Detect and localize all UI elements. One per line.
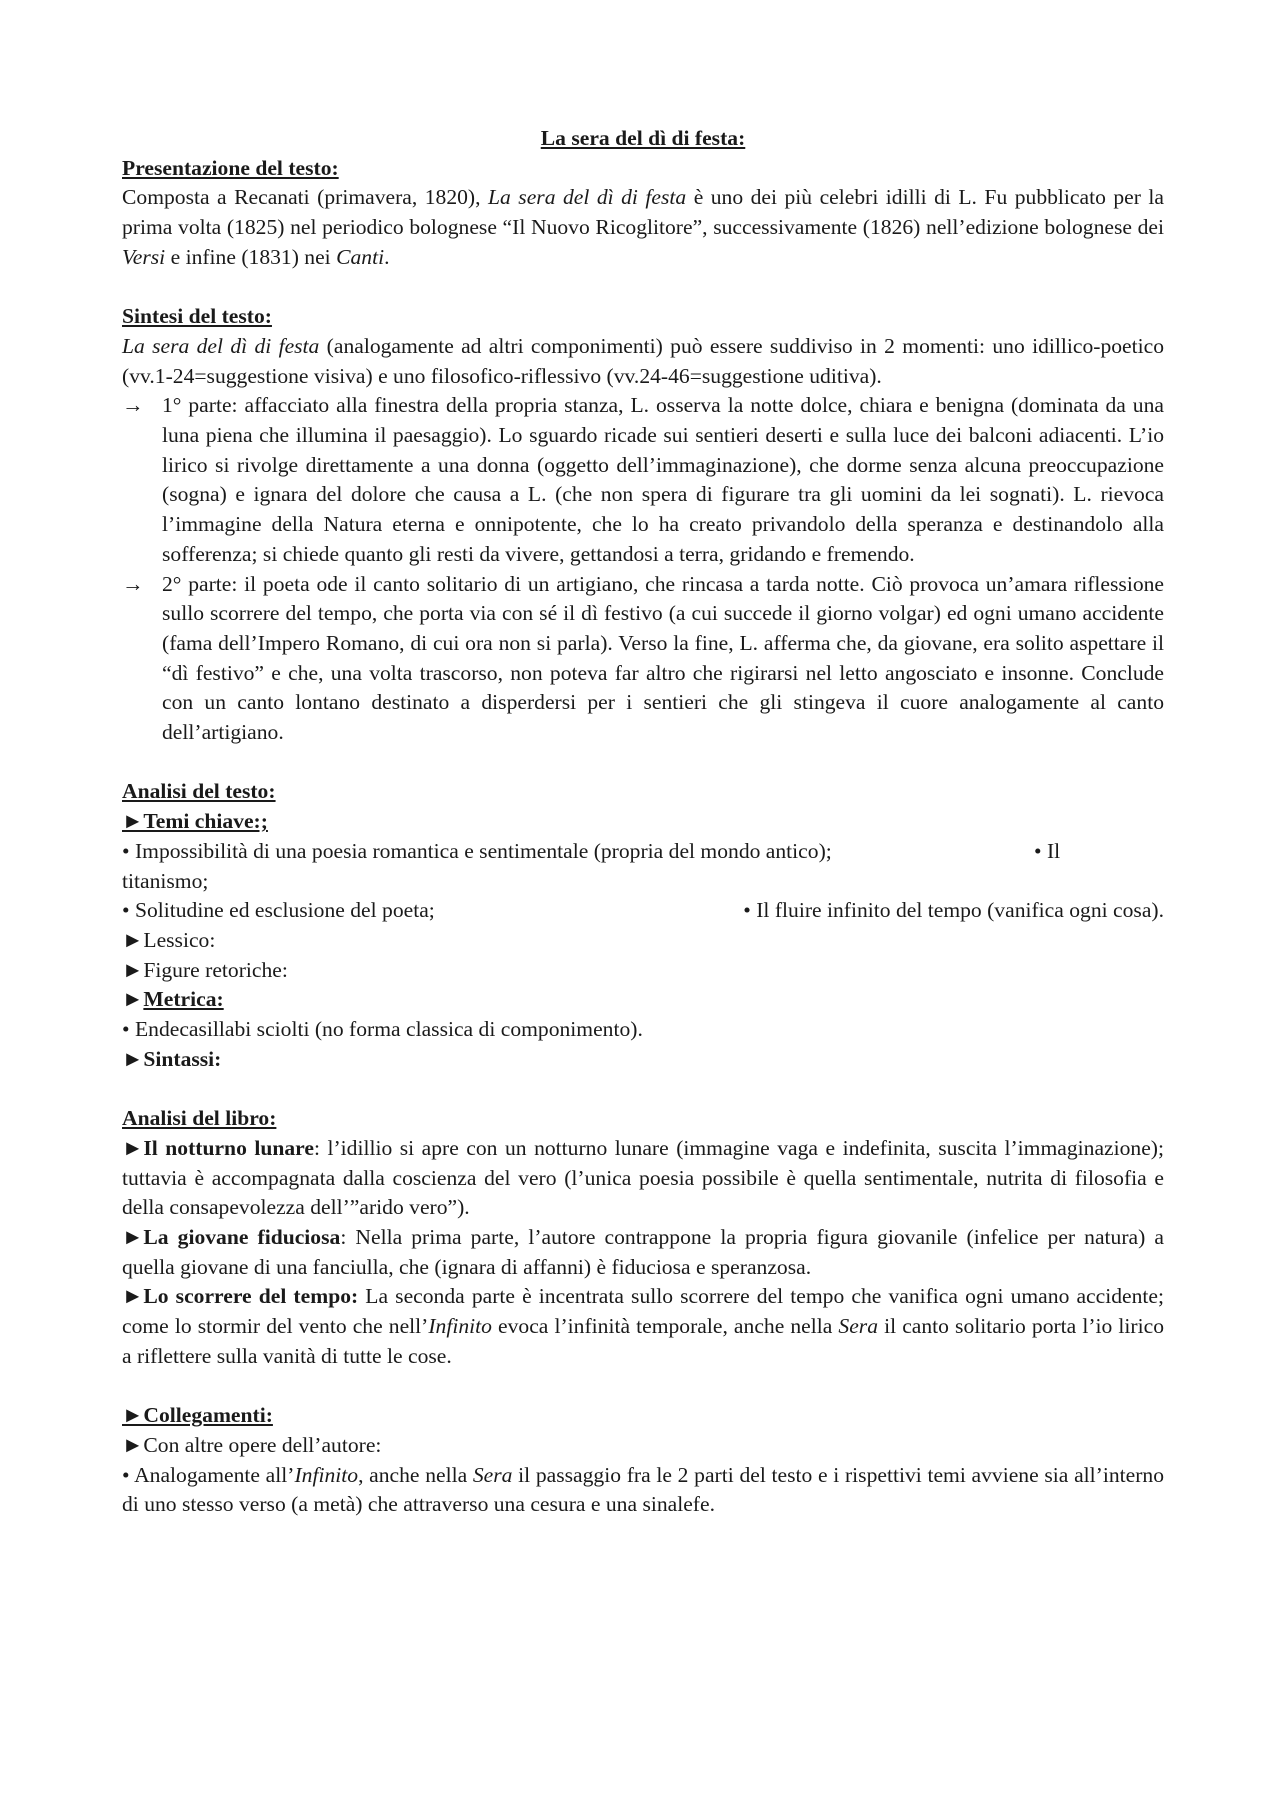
list-item (122, 570, 1164, 748)
subheading-figure-retoriche: ►Figure retoriche: (122, 957, 288, 982)
text-run: La seconda parte è incentrata sullo scorrere del tempo che vanifica ogni umano accidente; come lo stormir del vento che nell’ (122, 1284, 1164, 1339)
section-heading-presentazione: Presentazione del testo: (122, 155, 339, 180)
spacer (122, 748, 1164, 778)
document-page (122, 124, 1164, 1520)
arrow-icon: → (122, 393, 144, 418)
triangle-icon: ► (122, 987, 144, 1012)
italic-title: Infinito (428, 1314, 492, 1339)
bullet-item: • Impossibilità di una poesia romantica e sentimentale (propria del mondo antico); (122, 838, 832, 863)
analisi-libro-paragraph-2 (122, 1223, 1164, 1282)
sintesi-paragraph (122, 332, 1164, 391)
bullet-item: • Il (1034, 838, 1061, 863)
subheading-temi-chiave: ►Temi chiave:; (122, 809, 268, 834)
text-run: è uno dei più celebri idilli di L. Fu pubblicato per la prima volta (1825) nel periodico bolognese “Il Nuovo Ricoglitore”, successivamente (1826) nell’edizione bolognese dei (122, 185, 1164, 240)
text-run: : Nella prima parte, l’autore contrappone la propria figura giovanile (infelice per natura) a quella giovane di una fanciulla, che (ignara di affanni) è fiduciosa e speranzosa. (122, 1224, 1164, 1279)
section-heading-sintesi: Sintesi del testo: (122, 304, 272, 329)
paragraph-label: ►La giovane fiduciosa (122, 1224, 341, 1249)
text-run: il passaggio fra le 2 parti del testo e i rispettivi temi avviene sia all’interno di uno stesso verso (a metà) che attraverso una cesura e una sinalefe. (122, 1462, 1165, 1517)
text-run: (analogamente ad altri componimenti) può essere suddiviso in 2 momenti: uno idillico-poetico (vv.1-24=suggestione visiva) e uno filosofico-riflessivo (vv.24-46=suggestione uditiva). (122, 333, 1164, 388)
paragraph-label: ►Il notturno lunare (122, 1135, 314, 1160)
section-heading-analisi-testo: Analisi del testo: (122, 779, 276, 804)
list-item-text: 2° parte: il poeta ode il canto solitario di un artigiano, che rincasa a tarda notte. Ciò provoca un’amara riflessione sullo scorrere del tempo, che porta via con sé il dì festivo (a cui succede il giorno volgar) ed ogni umano accidente (fama dell’Impero Romano, di cui ora non si parla). Verso la fine, L. afferma che, da giovane, era solito aspettare il “dì festivo” e che, una volta trascorso, non poteva far altro che rigirarsi nel letto angosciato e insonne. Conclude con un canto lontano destinato a disperdersi per i sentieri che gli stingeva il cuore analogamente al canto dell’artigiano. (162, 571, 1164, 745)
subheading-lessico: ►Lessico: (122, 927, 216, 952)
subheading-metrica (122, 985, 1164, 1015)
spacer (122, 273, 1164, 303)
section-heading-collegamenti: ►Collegamenti: (122, 1403, 273, 1428)
temi-row-1 (122, 837, 1164, 867)
spacer (122, 1074, 1164, 1104)
section-heading-analisi-libro: Analisi del libro: (122, 1106, 277, 1131)
collegamenti-paragraph (122, 1461, 1164, 1520)
list-item-text: 1° parte: affacciato alla finestra della propria stanza, L. osserva la notte dolce, chiara e benigna (dominata da una luna piena che illumina il paesaggio). Lo sguardo ricade sui sentieri deserti e sulla luce dei balconi adiacenti. L’io lirico si rivolge direttamente a una donna (oggetto dell’immaginazione), che dorme senza alcuna preoccupazione (sogna) e ignara del dolore che causa a L. (che non spera di figurare tra gli uomini da lei sognati). L. rievoca l’immagine della Natura eterna e onnipotente, che lo ha creato privandolo della speranza e destinandolo alla sofferenza; si chiede quanto gli resti da vivere, gettandosi a terra, gridando e fremendo. (162, 393, 1164, 566)
spacer (122, 1371, 1164, 1401)
bullet-item: • Solitudine ed esclusione del poeta; (122, 898, 435, 923)
bullet-item-continuation: titanismo; (122, 868, 209, 893)
text-run: : l’idillio si apre con un notturno lunare (immagine vaga e indefinita, suscita l’immaginazione); tuttavia è accompagnata dalla coscienza del vero (l’unica poesia possibile è quella sentimentale, nutrita di filosofia e della consapevolezza dell’”arido vero”). (122, 1135, 1164, 1220)
italic-title: Sera (472, 1462, 513, 1487)
text-run: , anche nella (358, 1462, 473, 1487)
document-title: La sera del dì di festa: (540, 126, 746, 150)
analisi-libro-paragraph-3 (122, 1282, 1164, 1371)
text-run: . (384, 244, 390, 269)
italic-title: Infinito (294, 1462, 359, 1487)
text-run: e infine (1831) nei (165, 244, 337, 269)
temi-row-2 (122, 896, 1164, 926)
list-item (122, 391, 1164, 569)
bullet-item: • Endecasillabi sciolti (no forma classica di componimento). (122, 1017, 643, 1042)
bullet-item: • Il fluire infinito del tempo (vanifica ogni cosa). (743, 898, 1164, 923)
metrica-label: Metrica: (143, 987, 224, 1012)
italic-title: Canti (336, 244, 385, 269)
text-run: Composta a Recanati (primavera, 1820), (122, 185, 489, 210)
subheading-sintassi: ►Sintassi: (122, 1046, 222, 1071)
subheading-altre-opere: ►Con altre opere dell’autore: (122, 1432, 382, 1457)
text-run: il canto solitario porta l’io lirico a riflettere sulla vanità di tutte le cose. (122, 1314, 1164, 1368)
text-run: • Analogamente all’ (122, 1462, 295, 1487)
presentazione-paragraph (122, 183, 1164, 272)
italic-title: Sera (838, 1314, 879, 1339)
italic-title: La sera del dì di festa (488, 185, 687, 210)
italic-title: La sera del dì di festa (122, 333, 320, 358)
italic-title: Versi (122, 244, 166, 269)
arrow-icon: → (122, 571, 144, 596)
paragraph-label: ►Lo scorrere del tempo: (122, 1284, 359, 1309)
text-run: evoca l’infinità temporale, anche nella (491, 1314, 839, 1339)
analisi-libro-paragraph-1 (122, 1134, 1164, 1223)
